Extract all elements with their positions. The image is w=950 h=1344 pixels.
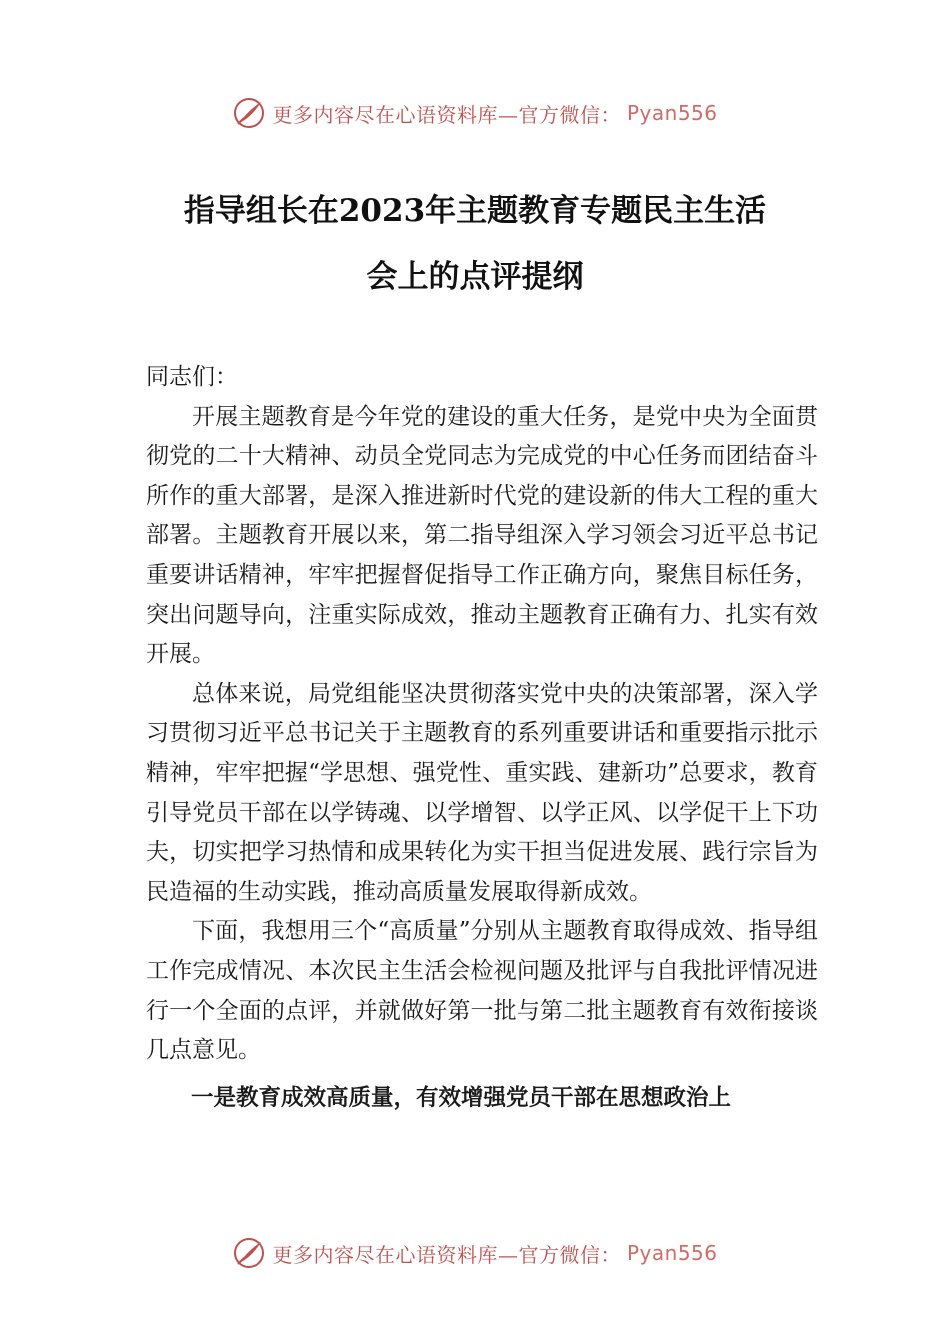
watermark-text: 更多内容尽在心语资料库—官方微信： bbox=[272, 102, 621, 127]
paragraph: 总体来说，局党组能坚决贯彻落实党中央的决策部署，深入学习贯彻习近平总书记关于主题教育的系列重要讲话和重要指示批示精神，牢牢把握“学思想、强党性、重实践、建新功”总要求，教育引导党员干部在以学铸魂、以学增智、以学正风、以学促干上下功夫，切实把学习热情和成果转化为实干担当促进发展、践行宗旨为民造福的生动实践，推动高质量发展取得新成效。 bbox=[146, 680, 818, 905]
quill-logo-icon bbox=[232, 96, 266, 130]
paragraph: 开展主题教育是今年党的建设的重大任务，是党中央为全面贯彻党的二十大精神、动员全党同志为完成党的中心任务而团结奋斗所作的重大部署，是深入推进新时代党的建设新的伟大工程的重大部署。主题教育开展以来，第二指导组深入学习领会习近平总书记重要讲话精神，牢牢把握督促指导工作正确方向，聚焦目标任务，突出问题导向，注重实际成效，推动主题教育正确有力、扎实有效开展。 bbox=[146, 403, 818, 668]
header-watermark bbox=[0, 96, 950, 130]
watermark-wechat-id: Pyan556 bbox=[626, 101, 718, 125]
quill-logo-icon bbox=[232, 1236, 266, 1270]
document-title-line-1: 指导组长在2023年主题教育专题民主生活 bbox=[183, 193, 767, 229]
document-title-line-2: 会上的点评提纲 bbox=[366, 259, 584, 295]
footer-watermark bbox=[0, 1236, 950, 1270]
watermark-wechat-id: Pyan556 bbox=[626, 1241, 718, 1265]
watermark-text: 更多内容尽在心语资料库—官方微信： bbox=[272, 1242, 621, 1267]
salutation: 同志们： bbox=[146, 364, 238, 390]
section-heading: 一是教育成效高质量，有效增强党员干部在思想政治上 bbox=[191, 1084, 732, 1111]
paragraph: 下面，我想用三个“高质量”分别从主题教育取得成效、指导组工作完成情况、本次民主生活会检视问题及批评与自我批评情况进行一个全面的点评，并就做好第一批与第二批主题教育有效衔接谈几点意见。 bbox=[146, 918, 818, 1064]
document-body bbox=[146, 358, 818, 1118]
